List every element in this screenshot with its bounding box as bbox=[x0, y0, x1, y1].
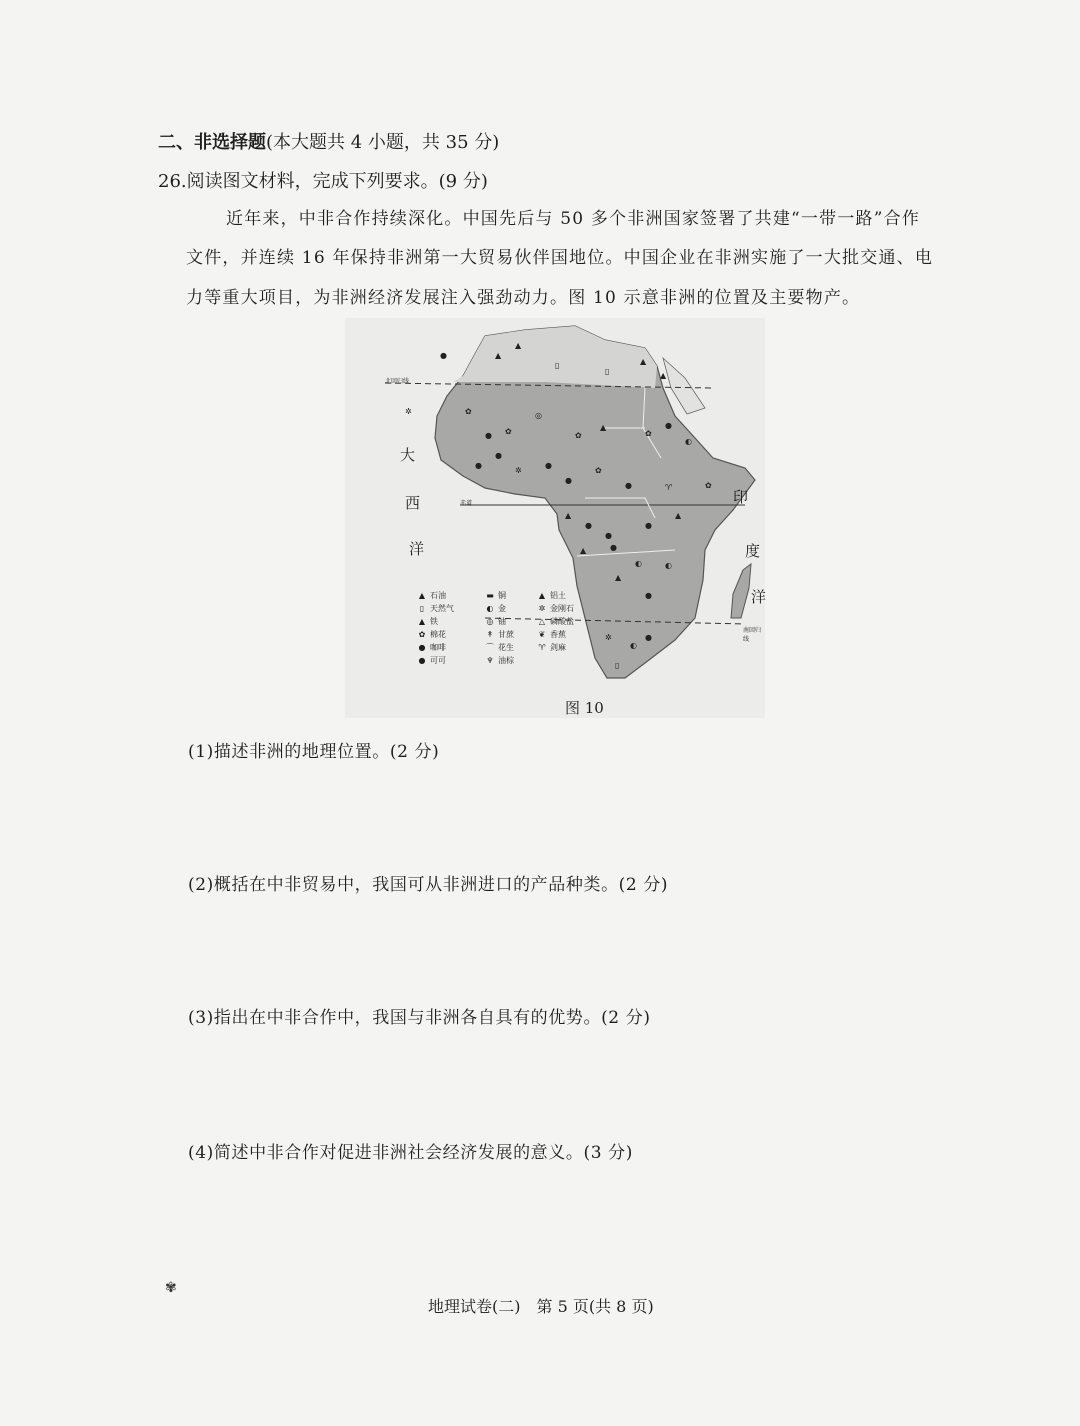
north-tropic-label: 北回归线 bbox=[385, 378, 410, 385]
legend-label: 香蕉 bbox=[550, 630, 566, 639]
svg-text:●: ● bbox=[645, 521, 652, 530]
svg-text:✲: ✲ bbox=[405, 407, 412, 416]
legend-label: 花生 bbox=[498, 643, 514, 652]
legend-label: 天然气 bbox=[430, 604, 454, 613]
svg-text:●: ● bbox=[475, 461, 482, 470]
oilpalm-icon: ♆ bbox=[486, 656, 494, 665]
legend-item-6 bbox=[417, 616, 438, 627]
legend-item-10 bbox=[485, 629, 514, 640]
legend-item-2 bbox=[537, 590, 566, 601]
legend-item-11 bbox=[537, 629, 566, 640]
svg-text:✿: ✿ bbox=[575, 431, 582, 440]
svg-text:●: ● bbox=[585, 521, 592, 530]
indian-char-2: 度 bbox=[745, 542, 761, 560]
sub-question-4: (4)简述中非合作对促进非洲社会经济发展的意义。(3 分) bbox=[188, 1143, 633, 1163]
svg-text:●: ● bbox=[605, 531, 612, 540]
sugarcane-icon: ↟ bbox=[486, 630, 494, 639]
svg-text:▯: ▯ bbox=[555, 361, 560, 370]
material-line-1: 近年来，中非合作持续深化。中国先后与 50 多个非洲国家签署了共建“一带一路”合作 bbox=[226, 209, 921, 229]
footer-page-number: 第 5 页(共 8 页) bbox=[536, 1297, 654, 1316]
legend-label: 磷酸盐 bbox=[550, 617, 574, 626]
legend-item-8 bbox=[537, 616, 574, 627]
coffee-icon: ● bbox=[418, 643, 426, 652]
svg-text:✿: ✿ bbox=[705, 481, 712, 490]
equator-label: 赤道 bbox=[460, 500, 473, 507]
svg-text:◐: ◐ bbox=[635, 559, 642, 568]
question-title: 26.阅读图文材料，完成下列要求。(9 分) bbox=[158, 171, 488, 192]
legend-label: 咖啡 bbox=[430, 643, 446, 652]
section-title bbox=[158, 128, 499, 154]
svg-text:▯: ▯ bbox=[605, 367, 610, 376]
svg-text:◐: ◐ bbox=[665, 561, 672, 570]
legend-label: 金刚石 bbox=[550, 604, 574, 613]
footer-exam-name: 地理试卷(二) bbox=[428, 1297, 521, 1316]
svg-text:▲: ▲ bbox=[640, 357, 647, 366]
material-line-3: 力等重大项目，为非洲经济发展注入强劲动力。图 10 示意非洲的位置及主要物产。 bbox=[186, 288, 861, 308]
sisal-icon: ♈ bbox=[538, 643, 546, 652]
svg-text:●: ● bbox=[485, 431, 492, 440]
svg-text:●: ● bbox=[545, 461, 552, 470]
svg-text:▲: ▲ bbox=[615, 573, 622, 582]
copper-icon: ▬ bbox=[486, 591, 494, 600]
svg-text:●: ● bbox=[440, 351, 447, 360]
sub-question-1: (1)描述非洲的地理位置。(2 分) bbox=[188, 742, 440, 762]
oil-icon: ▲ bbox=[418, 591, 426, 600]
svg-text:●: ● bbox=[565, 476, 572, 485]
svg-text:▲: ▲ bbox=[495, 351, 502, 360]
legend-item-12 bbox=[417, 642, 446, 653]
atlantic-char-1: 大 bbox=[400, 446, 416, 464]
svg-text:▲: ▲ bbox=[600, 423, 607, 432]
legend-label: 油棕 bbox=[498, 656, 514, 665]
legend-label: 铜 bbox=[498, 591, 506, 600]
svg-text:▲: ▲ bbox=[565, 511, 572, 520]
sub-question-2: (2)概括在中非贸易中，我国可从非洲进口的产品种类。(2 分) bbox=[188, 875, 669, 895]
madagascar bbox=[731, 564, 751, 618]
svg-text:♈: ♈ bbox=[665, 483, 673, 492]
legend-item-14 bbox=[537, 642, 566, 653]
svg-text:●: ● bbox=[665, 421, 672, 430]
page-footer bbox=[428, 1294, 670, 1317]
cotton-icon: ✿ bbox=[418, 630, 426, 639]
svg-text:▲: ▲ bbox=[675, 511, 682, 520]
legend-label: 剑麻 bbox=[550, 643, 566, 652]
svg-text:✿: ✿ bbox=[595, 466, 602, 475]
svg-text:▯: ▯ bbox=[615, 661, 620, 670]
legend-item-3 bbox=[417, 603, 454, 614]
svg-text:▲: ▲ bbox=[660, 371, 667, 380]
atlantic-char-3: 洋 bbox=[409, 540, 425, 558]
diamond-icon: ✲ bbox=[538, 604, 546, 613]
svg-text:●: ● bbox=[645, 591, 652, 600]
svg-text:✿: ✿ bbox=[465, 407, 472, 416]
section-title-bold: 二、非选择题 bbox=[158, 132, 266, 153]
scan-mark-icon: ✾ bbox=[165, 1280, 177, 1296]
sub-question-3: (3)指出在中非合作中，我国与非洲各自具有的优势。(2 分) bbox=[188, 1008, 651, 1028]
peanut-icon: ⌒ bbox=[486, 643, 494, 652]
south-tropic-label: 南回归线 bbox=[743, 627, 762, 643]
legend-label: 铁 bbox=[430, 617, 438, 626]
legend-label: 铝土 bbox=[550, 591, 566, 600]
legend-label: 石油 bbox=[430, 591, 446, 600]
svg-text:◐: ◐ bbox=[685, 437, 692, 446]
legend-label: 金 bbox=[498, 604, 506, 613]
legend-item-1 bbox=[485, 590, 506, 601]
gas-icon: ▯ bbox=[419, 604, 425, 613]
material-line-2: 文件，并连续 16 年保持非洲第一大贸易伙伴国地位。中国企业在非洲实施了一大批交通、电 bbox=[186, 248, 934, 268]
svg-text:▲: ▲ bbox=[580, 546, 587, 555]
legend-item-13 bbox=[485, 642, 514, 653]
legend-label: 棉花 bbox=[430, 630, 446, 639]
figure-caption: 图 10 bbox=[565, 699, 604, 717]
legend-item-7 bbox=[485, 616, 506, 627]
bauxite-icon: ▲ bbox=[538, 591, 546, 600]
iron-icon: ▲ bbox=[418, 617, 426, 626]
legend-item-9 bbox=[417, 629, 446, 640]
section-title-rest: (本大题共 4 小题，共 35 分) bbox=[266, 132, 500, 153]
svg-text:●: ● bbox=[495, 451, 502, 460]
gold-icon: ◐ bbox=[486, 604, 494, 613]
svg-text:✲: ✲ bbox=[515, 466, 522, 475]
svg-text:●: ● bbox=[645, 633, 652, 642]
banana-icon: ❦ bbox=[538, 630, 546, 639]
atlantic-char-2: 西 bbox=[405, 494, 421, 512]
cocoa-icon: ● bbox=[418, 656, 426, 665]
svg-text:◎: ◎ bbox=[535, 411, 542, 420]
svg-text:✿: ✿ bbox=[505, 427, 512, 436]
legend-item-0 bbox=[417, 590, 446, 601]
africa-map-figure bbox=[345, 318, 765, 718]
svg-text:●: ● bbox=[610, 543, 617, 552]
phosphate-icon: △ bbox=[538, 617, 546, 626]
indian-char-3: 洋 bbox=[751, 588, 767, 606]
svg-text:◐: ◐ bbox=[630, 641, 637, 650]
indian-char-1: 印 bbox=[733, 488, 749, 506]
svg-text:●: ● bbox=[625, 481, 632, 490]
legend-item-5 bbox=[537, 603, 574, 614]
uranium-icon: ◎ bbox=[486, 617, 494, 626]
legend-item-4 bbox=[485, 603, 506, 614]
legend-label: 可可 bbox=[430, 656, 446, 665]
svg-text:▲: ▲ bbox=[515, 341, 522, 350]
north-africa-region bbox=[453, 326, 657, 388]
svg-text:✲: ✲ bbox=[605, 633, 612, 642]
legend-item-16 bbox=[485, 655, 514, 666]
legend-item-15 bbox=[417, 655, 446, 666]
svg-text:✿: ✿ bbox=[645, 429, 652, 438]
legend-label: 铀 bbox=[498, 617, 506, 626]
legend-label: 甘蔗 bbox=[498, 630, 514, 639]
